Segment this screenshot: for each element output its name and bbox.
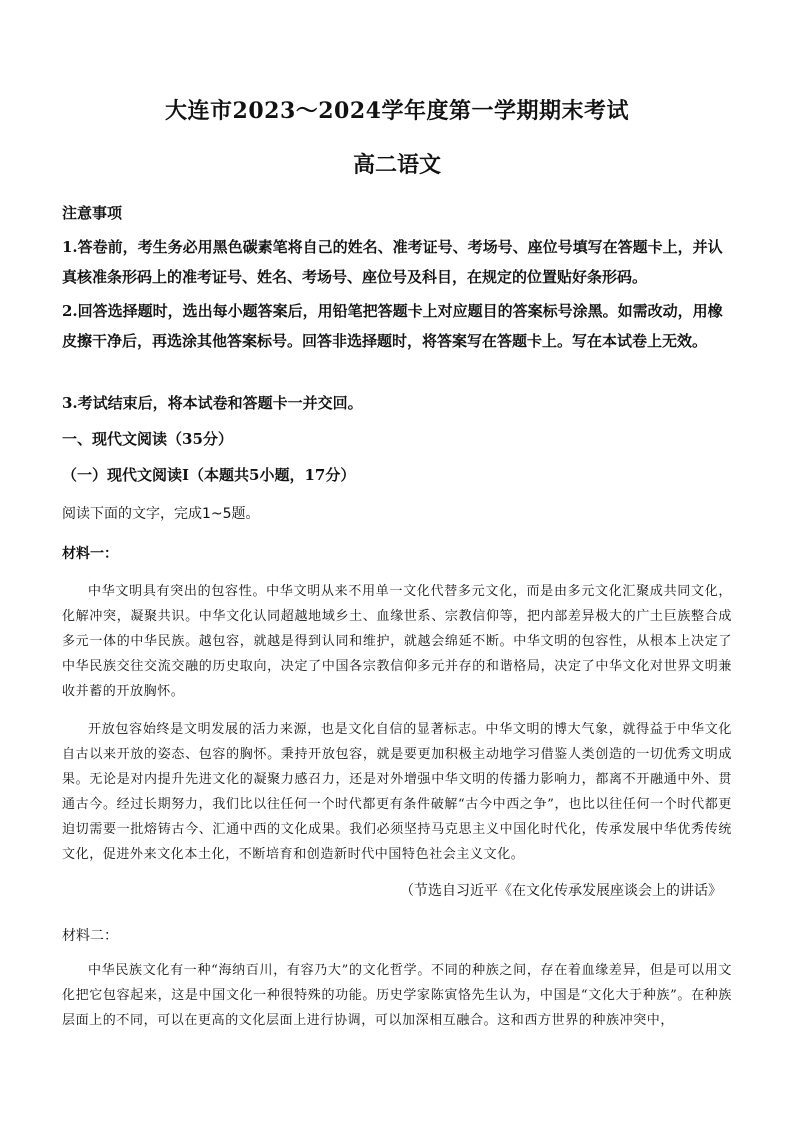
material-2-label: 材料二： [62, 928, 118, 944]
material-1-label: 材料一： [62, 546, 118, 562]
material-1-paragraph-1: 中华文明具有突出的包容性。中华文明从来不用单一文化代替多元文化，而是由多元文化汇聚成共同文化，化解冲突，凝聚共识。中华文化认同超越地域乡土、血缘世系、宗教信仰等，把内部差异极大的广土巨族整合成多元一体的中华民族。越包容，就越是得到认同和维护，就越会绵延不断。中华文明的包容性，从根本上决定了中华民族交往交流交融的历史取向，决定了中国各宗教信仰多元并存的和谐格局，决定了中华文化对世界文明兼收并蓄的开放胸怀。 [62, 584, 732, 699]
material-1-source: （节选自习近平《在文化传承发展座谈会上的讲话》 [400, 883, 722, 899]
exam-title: 大连市2023～2024学年度第一学期期末考试 [165, 98, 629, 124]
section-part-title: 一、现代文阅读（35分） [62, 430, 233, 448]
exam-subject: 高二语文 [352, 152, 441, 178]
notice-rule-2: 2.回答选择题时，选出每小题答案后，用铅笔把答题卡上对应题目的答案标号涂黑。如需改动，用橡皮擦干净后，再选涂其他答案标号。回答非选择题时，将答案写在答题卡上。写在本试卷上无效。 [62, 302, 723, 350]
section-sub-title: （一）现代文阅读Ⅰ（本题共5小题，17分） [62, 466, 356, 484]
notice-heading: 注意事项 [62, 204, 123, 222]
notice-rule-3: 3.考试结束后，将本试卷和答题卡一并交回。 [62, 394, 363, 412]
notice-rule-1: 1.答卷前，考生务必用黑色碳素笔将自己的姓名、准考证号、考场号、座位号填写在答题卡上，并认真核准条形码上的准考证号、姓名、考场号、座位号及科目，在规定的位置贴好条形码。 [62, 238, 723, 286]
material-2-paragraph-1: 中华民族文化有一种“海纳百川，有容乃大”的文化哲学。不同的种族之间，存在着血缘差异，但是可以用文化把它包容起来，这是中国文化一种很特殊的功能。历史学家陈寅恪先生认为，中国是“文化大于种族”。在种族层面上的不同，可以在更高的文化层面上进行协调，可以加深相互融合。这和西方世界的种族冲突中， [62, 963, 732, 1028]
material-1-paragraph-2: 开放包容始终是文明发展的活力来源，也是文化自信的显著标志。中华文明的博大气象，就得益于中华文化自古以来开放的姿态、包容的胸怀。秉持开放包容，就是要更加积极主动地学习借鉴人类创造的一切优秀文明成果。无论是对内提升先进文化的凝聚力感召力，还是对外增强中华文明的传播力影响力，都离不开融通中外、贯通古今。经过长期努力，我们比以往任何一个时代都更有条件破解“古今中西之争”，也比以往任何一个时代都更迫切需要一批熔铸古今、汇通中西的文化成果。我们必须坚持马克思主义中国化时代化，传承发展中华优秀传统文化，促进外来文化本土化，不断培育和创造新时代中国特色社会主义文化。 [62, 722, 732, 862]
reading-instruction: 阅读下面的文字，完成1~5题。 [62, 506, 260, 522]
